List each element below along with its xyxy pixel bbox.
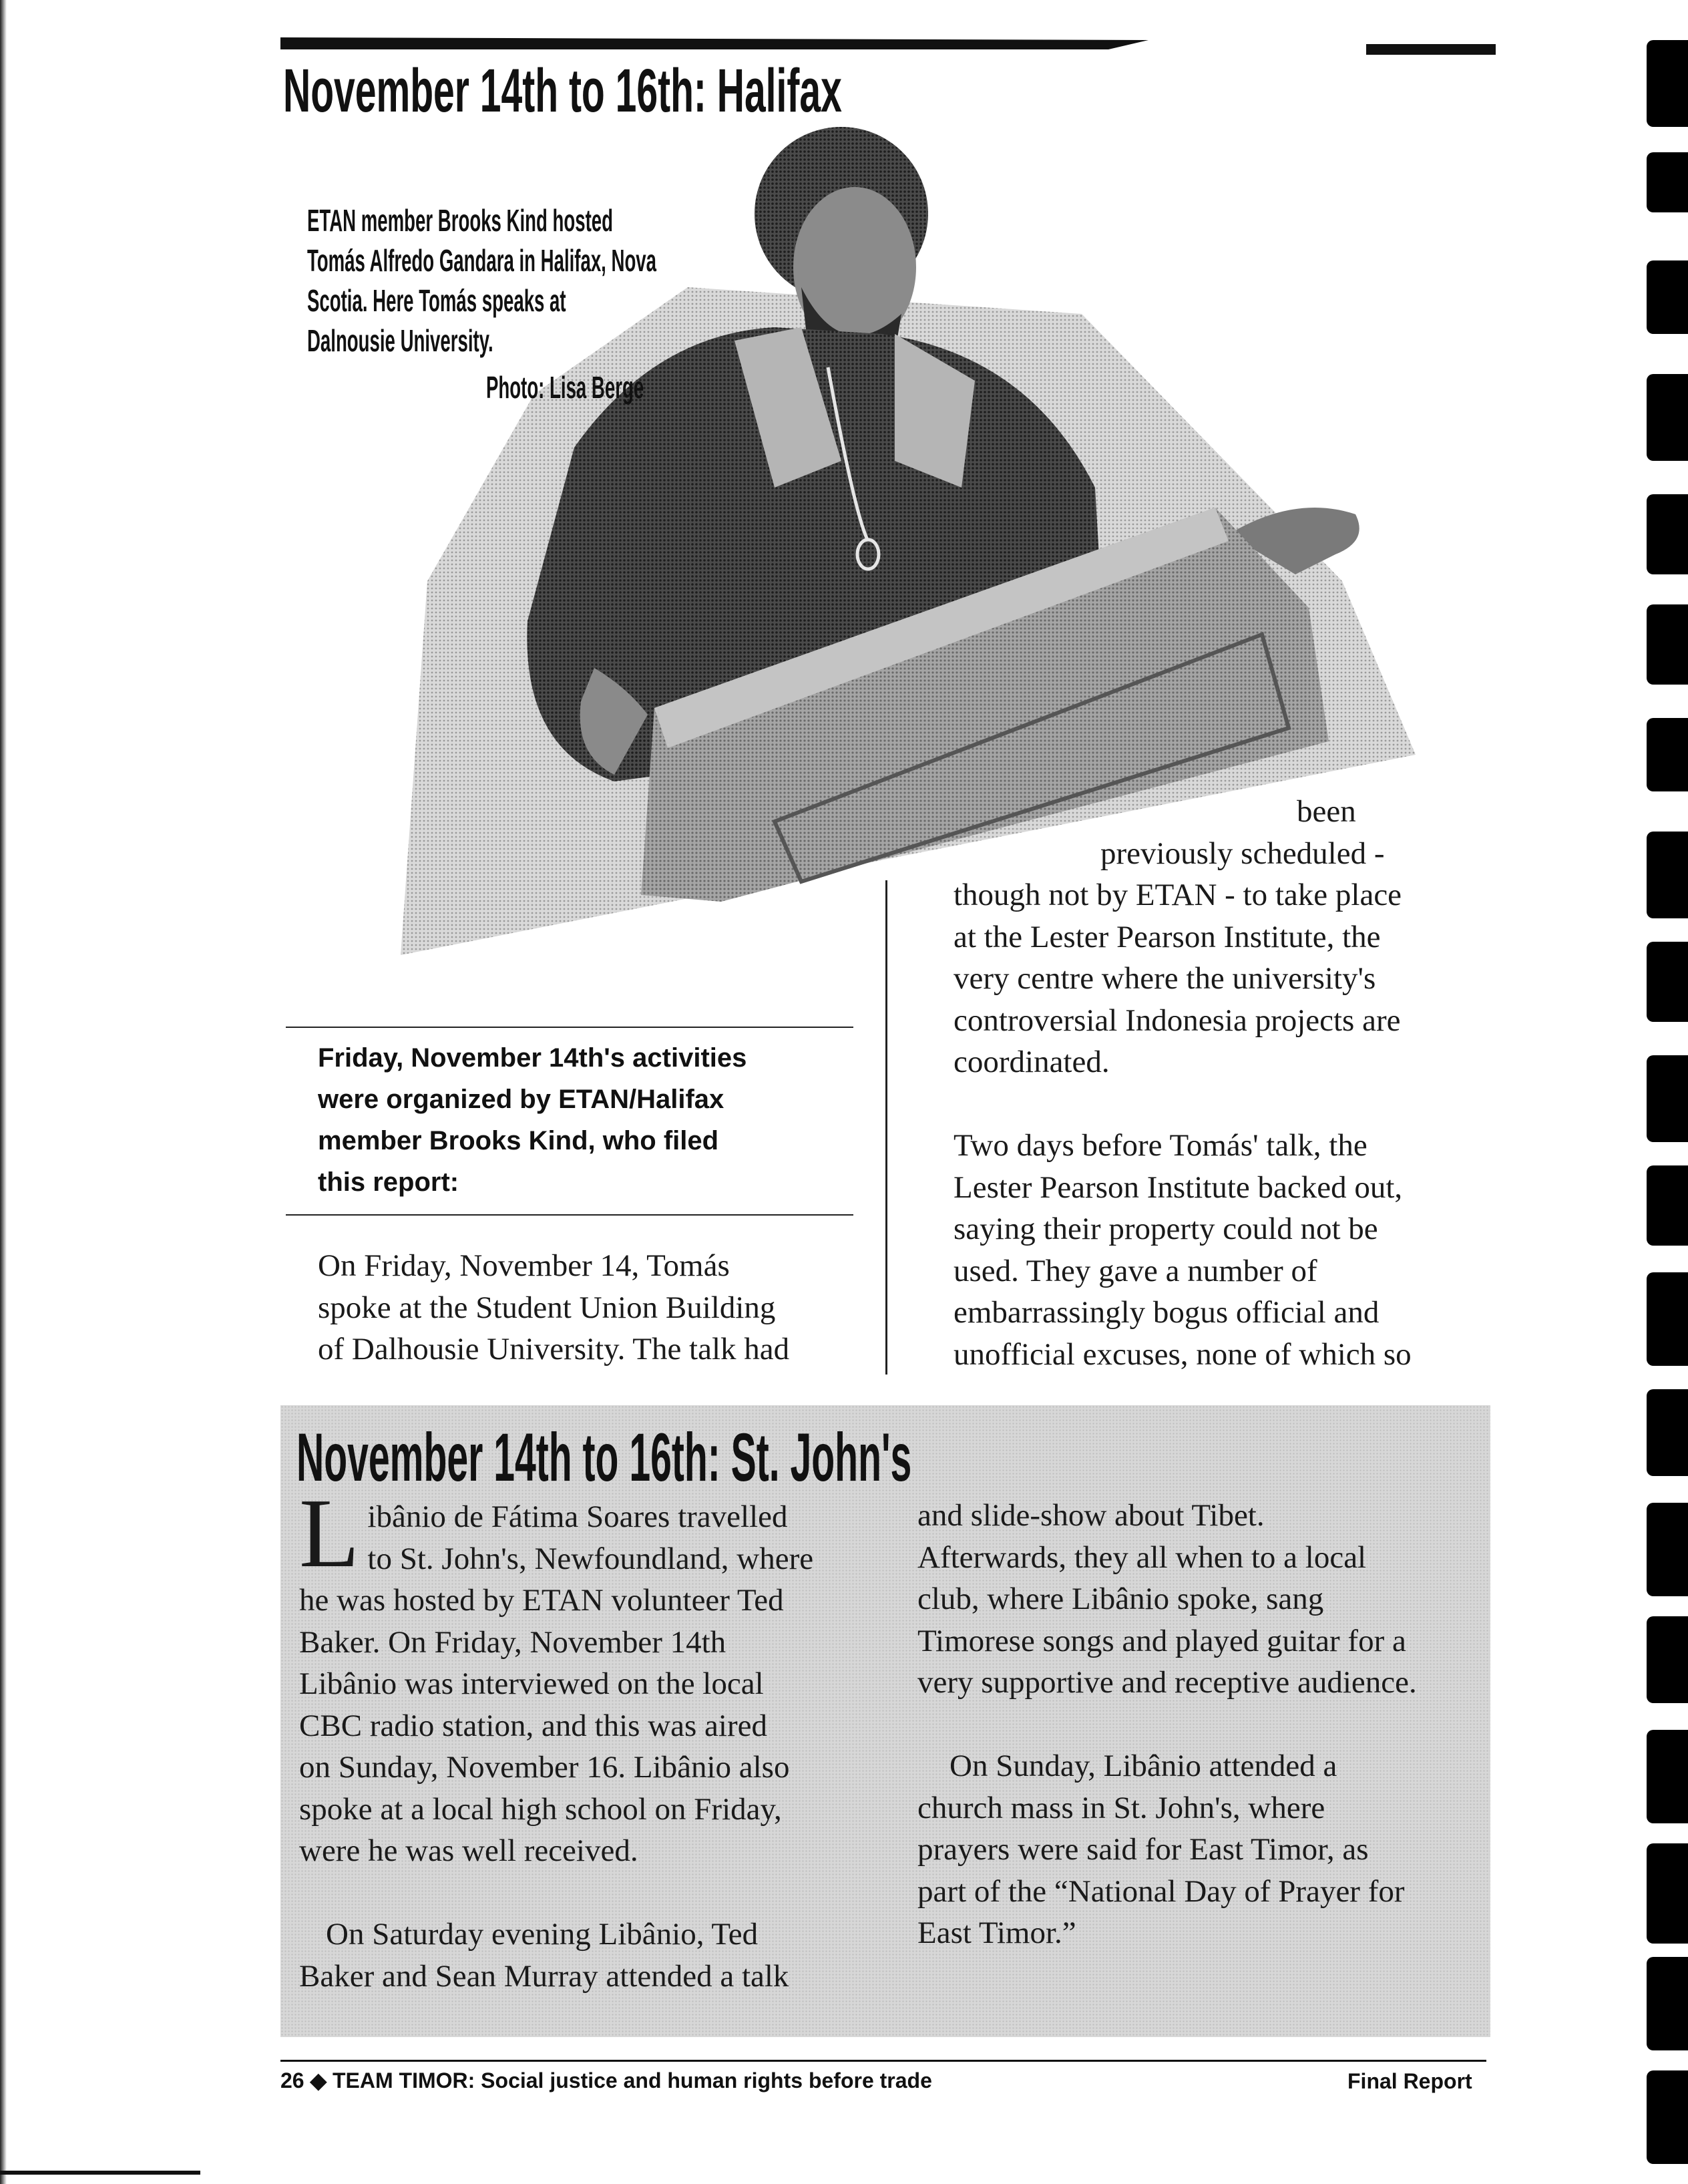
text-line: on Sunday, November 16. Libânio also bbox=[299, 1750, 790, 1785]
text-line: coordinated. bbox=[954, 1045, 1110, 1079]
intro-line: member Brooks Kind, who filed bbox=[318, 1126, 719, 1155]
text-line: CBC radio station, and this was aired bbox=[299, 1708, 767, 1743]
text-line: saying their property could not be bbox=[954, 1212, 1378, 1246]
top-right-rule bbox=[1366, 44, 1496, 55]
photo-credit: Photo: Lisa Berge bbox=[486, 370, 644, 405]
text-line: Lester Pearson Institute backed out, bbox=[954, 1169, 1403, 1205]
halifax-left-column bbox=[318, 1245, 789, 1371]
intro-statement bbox=[318, 1037, 747, 1203]
text-line: prayers were said for East Timor, as bbox=[917, 1832, 1369, 1867]
stjohns-right-column bbox=[917, 1495, 1417, 1954]
text-line: he was hosted by ETAN volunteer Ted bbox=[299, 1583, 784, 1618]
caption-line: Scotia. Here Tomás speaks at bbox=[307, 283, 566, 318]
text-line: very supportive and receptive audience. bbox=[917, 1665, 1417, 1700]
text-line: spoke at the Student Union Building bbox=[318, 1290, 776, 1325]
stjohns-left-column bbox=[299, 1479, 847, 1997]
intro-line: Friday, November 14th's activities bbox=[318, 1043, 747, 1073]
text-line: spoke at a local high school on Friday, bbox=[299, 1791, 782, 1827]
caption-line: Tomás Alfredo Gandara in Halifax, Nova bbox=[307, 243, 657, 278]
intro-line: were organized by ETAN/Halifax bbox=[318, 1085, 724, 1114]
text-line: though not by ETAN - to take place bbox=[954, 878, 1402, 912]
intro-line: this report: bbox=[318, 1167, 459, 1197]
text-line: very centre where the university's bbox=[954, 961, 1376, 996]
text-line: Two days before Tomás' talk, the bbox=[954, 1128, 1367, 1163]
text-line bbox=[954, 1083, 1412, 1125]
intro-rule-bottom bbox=[286, 1214, 853, 1216]
text-line: used. They gave a number of bbox=[954, 1253, 1317, 1288]
intro-rule-top bbox=[286, 1027, 853, 1028]
text-line: were he was well received. bbox=[299, 1833, 638, 1868]
text-line: controversial Indonesia projects are bbox=[954, 1003, 1401, 1038]
text-line: unofficial excuses, none of which so bbox=[954, 1336, 1412, 1372]
text-line: On Saturday evening Libânio, Ted bbox=[326, 1917, 759, 1952]
text-line: Baker and Sean Murray attended a talk bbox=[299, 1958, 789, 1994]
text-line: church mass in St. John's, where bbox=[917, 1790, 1325, 1825]
text-line: and slide-show about Tibet. bbox=[917, 1498, 1265, 1533]
scan-edge-bottom bbox=[0, 2171, 200, 2175]
stjohns-heading: November 14th to 16th: St. John's bbox=[296, 1419, 912, 1495]
footer-right: Final Report bbox=[1347, 2069, 1472, 2093]
text-line: to St. John's, Newfoundland, where bbox=[367, 1541, 814, 1576]
footer-rule bbox=[280, 2060, 1486, 2062]
text-line: On Friday, November 14, Tomás bbox=[318, 1248, 730, 1283]
caption-line: Dalnousie University. bbox=[307, 323, 493, 358]
column-divider bbox=[885, 880, 887, 1375]
text-line: been bbox=[1297, 794, 1356, 829]
halifax-heading: November 14th to 16th: Halifax bbox=[283, 57, 842, 125]
text-line: Baker. On Friday, November 14th bbox=[299, 1624, 726, 1660]
caption-line: ETAN member Brooks Kind hosted bbox=[307, 203, 614, 238]
text-line: East Timor.” bbox=[917, 1916, 1076, 1950]
footer-left: 26 ◆ TEAM TIMOR: Social justice and human rights before trade bbox=[280, 2068, 932, 2092]
text-line: ibânio de Fátima Soares travelled bbox=[367, 1499, 788, 1534]
top-rule bbox=[280, 37, 1148, 53]
text-line: On Sunday, Libânio attended a bbox=[950, 1749, 1337, 1783]
text-line: part of the “National Day of Prayer for bbox=[917, 1873, 1405, 1909]
text-line: previously scheduled - bbox=[1100, 836, 1385, 871]
text-line: of Dalhousie University. The talk had bbox=[318, 1332, 790, 1367]
text-line: club, where Libânio spoke, sang bbox=[917, 1582, 1324, 1616]
text-line: embarrassingly bogus official and bbox=[954, 1295, 1380, 1330]
drop-cap: L bbox=[299, 1479, 360, 1588]
text-line: Timorese songs and played guitar for a bbox=[917, 1623, 1406, 1658]
photo-caption bbox=[307, 200, 889, 361]
text-line: Libânio was interviewed on the local bbox=[299, 1666, 764, 1701]
text-line: Afterwards, they all when to a local bbox=[917, 1539, 1367, 1575]
text-line bbox=[299, 1872, 847, 1914]
text-line: at the Lester Pearson Institute, the bbox=[954, 919, 1381, 954]
text-line bbox=[917, 1704, 1417, 1746]
page-edge bbox=[0, 0, 7, 2184]
halifax-right-column bbox=[954, 791, 1412, 1375]
